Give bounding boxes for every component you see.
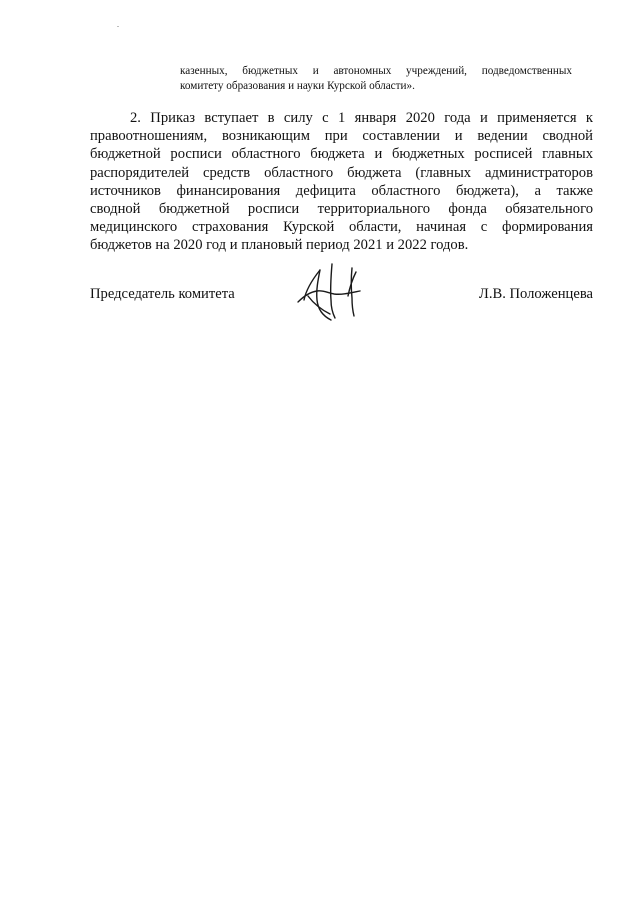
handwritten-signature — [290, 258, 370, 328]
paragraph-2 — [90, 109, 593, 255]
paragraph-line: 2. Приказ вступает в силу с 1 января 2020 года и применяется к — [130, 110, 593, 126]
paragraph-line: правоотношениям, возникающим при составлении и ведении сводной — [90, 128, 593, 145]
paragraph-line: распорядителей средств областного бюджета (главных администраторов — [90, 164, 593, 181]
paragraph-line: бюджетной росписи областного бюджета и бюджетных росписей главных — [90, 146, 593, 163]
quote-line: казенных, бюджетных и автономных учреждений, подведомственных — [180, 65, 572, 77]
signatory-position: Председатель комитета — [90, 286, 235, 302]
quoted-text-block — [180, 64, 572, 94]
paragraph-line: сводной бюджетной росписи территориального фонда обязательного — [90, 201, 593, 218]
paragraph-line: источников финансирования дефицита областного бюджета), а также — [90, 182, 593, 199]
paragraph-line: медицинского страхования Курской области, начиная с формирования — [90, 219, 593, 236]
signatory-name: Л.В. Положенцева — [478, 286, 593, 302]
paragraph-line: бюджетов на 2020 год и плановый период 2021 и 2022 годов. — [90, 237, 469, 254]
scan-speck — [117, 26, 119, 27]
quote-line: комитету образования и науки Курской области». — [180, 80, 415, 92]
